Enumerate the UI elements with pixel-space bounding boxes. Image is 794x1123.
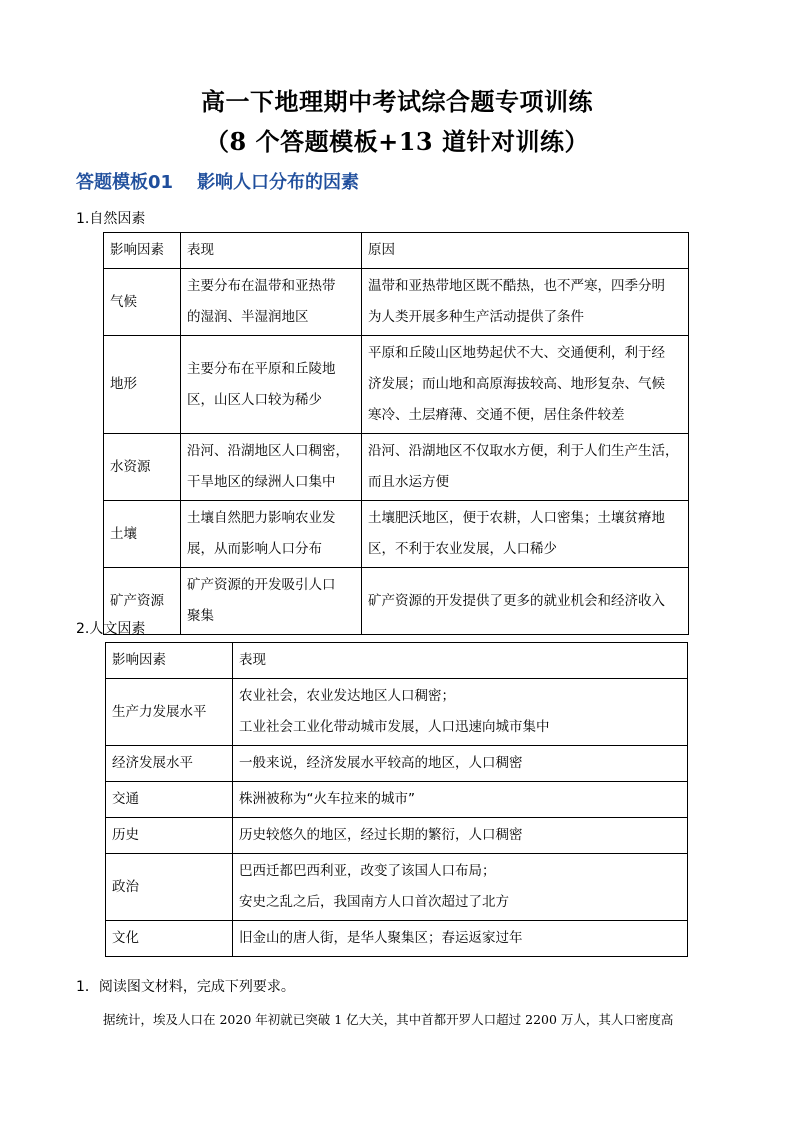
- document-title: 高一下地理期中考试综合题专项训练: [201, 87, 593, 116]
- show-cell-line: 工业社会工业化带动城市发展，人口迅速向城市集中: [239, 719, 550, 735]
- table-header-row: [106, 643, 688, 679]
- show-cell-line: 矿产资源的开发吸引人口: [187, 577, 336, 593]
- factor-cell: 水资源: [104, 434, 181, 501]
- table-row: [106, 921, 688, 957]
- show-cell-line: 巴西迁都巴西利亚，改变了该国人口布局；: [239, 863, 496, 879]
- show-cell: [233, 818, 688, 854]
- show-cell: [181, 336, 362, 434]
- header-cell: 表现: [233, 643, 688, 679]
- question-prompt: 1．阅读图文材料，完成下列要求。: [76, 979, 295, 995]
- table-row: [104, 434, 689, 501]
- reason-cell-line: 而且水运方便: [368, 474, 449, 490]
- section-label: 答题模板01: [76, 172, 174, 193]
- show-cell: [233, 679, 688, 746]
- table-row: [106, 854, 688, 921]
- factor-cell: 地形: [104, 336, 181, 434]
- table-header-row: [104, 233, 689, 269]
- reason-cell-line: 区，不利于农业发展，人口稀少: [368, 541, 557, 557]
- show-cell-line: 主要分布在平原和丘陵地: [187, 360, 336, 377]
- table-row: [104, 568, 689, 635]
- factor-cell: 经济发展水平: [106, 746, 233, 782]
- show-cell-line: 旧金山的唐人街，是华人聚集区；春运返家过年: [239, 930, 523, 946]
- reason-cell-line: 济发展；而山地和高原海拔较高、地形复杂、气候: [368, 376, 665, 392]
- reason-cell: [362, 501, 689, 568]
- show-cell: [233, 921, 688, 957]
- natural-factors-heading: 1.自然因素: [76, 211, 146, 227]
- show-cell-line: 主要分布在温带和亚热带: [187, 278, 336, 294]
- factor-cell: 土壤: [104, 501, 181, 568]
- show-cell-line: 农业社会，农业发达地区人口稠密；: [239, 688, 455, 704]
- table-row: [106, 818, 688, 854]
- factor-cell: 生产力发展水平: [106, 679, 233, 746]
- reason-cell-line: 为人类开展多种生产活动提供了条件: [368, 309, 584, 325]
- show-cell-line: 区，山区人口较为稀少: [187, 391, 322, 408]
- show-cell: [233, 746, 688, 782]
- factor-cell: 气候: [104, 269, 181, 336]
- human-factors-heading: 2.人文因素: [76, 621, 146, 637]
- factor-cell: 文化: [106, 921, 233, 957]
- show-cell: [181, 434, 362, 501]
- show-cell-line: 的湿润、半湿润地区: [187, 309, 309, 325]
- table-row: [104, 501, 689, 568]
- reason-cell-line: 温带和亚热带地区既不酷热，也不严寒，四季分明: [368, 278, 665, 294]
- document-subtitle: （8 个答题模板+13 道针对训练）: [205, 127, 589, 156]
- table-row: [106, 746, 688, 782]
- reason-cell-line: 土壤肥沃地区，便于农耕，人口密集；土壤贫瘠地: [368, 510, 665, 526]
- factor-cell: 政治: [106, 854, 233, 921]
- table-row: [104, 269, 689, 336]
- show-cell: [233, 782, 688, 818]
- show-cell: [181, 568, 362, 635]
- natural-factors-table: [103, 232, 689, 635]
- section-heading: [76, 168, 359, 194]
- reason-cell-line: 矿产资源的开发提供了更多的就业机会和经济收入: [368, 592, 665, 609]
- show-cell: [233, 854, 688, 921]
- show-cell-line: 沿河、沿湖地区人口稠密，: [187, 443, 349, 459]
- reason-cell-line: 平原和丘陵山区地势起伏不大、交通便利，利于经: [368, 345, 665, 361]
- factor-cell: 历史: [106, 818, 233, 854]
- header-cell: 原因: [362, 233, 689, 269]
- header-cell: 影响因素: [106, 643, 233, 679]
- reason-cell-line: 沿河、沿湖地区不仅取水方便，利于人们生产生活，: [368, 443, 679, 459]
- section-name: 影响人口分布的因素: [197, 172, 360, 193]
- table-row: [104, 336, 689, 434]
- show-cell-line: 株洲被称为“火车拉来的城市”: [239, 791, 415, 807]
- show-cell-line: 安史之乱之后，我国南方人口首次超过了北方: [239, 894, 509, 910]
- human-factors-table: [105, 642, 688, 957]
- header-cell: 影响因素: [104, 233, 181, 269]
- factor-cell: 矿产资源: [104, 568, 181, 635]
- reason-cell: [362, 434, 689, 501]
- header-cell: 表现: [181, 233, 362, 269]
- show-cell-line: 一般来说，经济发展水平较高的地区，人口稠密: [239, 755, 523, 771]
- reason-cell-line: 寒冷、土层瘠薄、交通不便，居住条件较差: [368, 407, 625, 423]
- show-cell-line: 聚集: [187, 608, 214, 624]
- show-cell-line: 历史较悠久的地区，经过长期的繁衍，人口稠密: [239, 827, 523, 843]
- show-cell: [181, 269, 362, 336]
- table-row: [106, 782, 688, 818]
- show-cell-line: 展，从而影响人口分布: [187, 541, 322, 557]
- reason-cell: [362, 336, 689, 434]
- reason-cell: [362, 269, 689, 336]
- factor-cell: 交通: [106, 782, 233, 818]
- reason-cell: [362, 568, 689, 635]
- table-row: [106, 679, 688, 746]
- show-cell: [181, 501, 362, 568]
- show-cell-line: 干旱地区的绿洲人口集中: [187, 474, 336, 490]
- question-material: 据统计，埃及人口在 2020 年初就已突破 1 亿大关，其中首都开罗人口超过 2200 万人，其人口密度高: [103, 1012, 674, 1027]
- show-cell-line: 土壤自然肥力影响农业发: [187, 510, 336, 526]
